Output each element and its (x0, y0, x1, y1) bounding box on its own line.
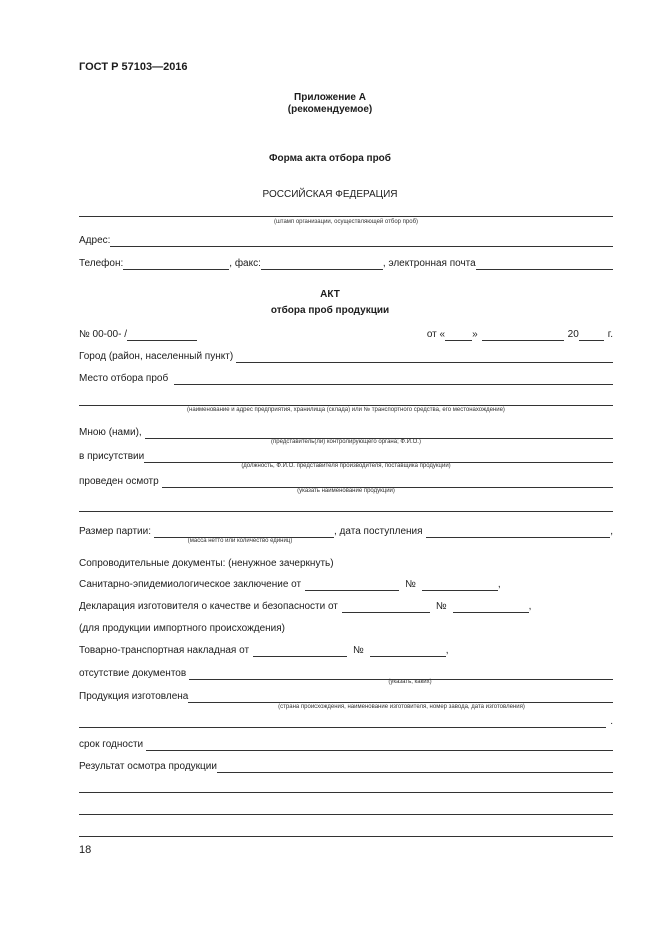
waybill-date-field[interactable] (253, 646, 347, 657)
lot-size-label: Размер партии: (79, 526, 151, 537)
inspection-result-field[interactable] (217, 762, 613, 773)
declaration-no-sign: № (435, 601, 447, 612)
inspection-result-line-3[interactable] (79, 814, 613, 815)
product-name-hint: (указать наименование продукции) (297, 488, 395, 494)
produced-field[interactable] (188, 692, 613, 703)
shelf-life-row (79, 739, 613, 751)
act-subtitle: отбора проб продукции (270, 305, 390, 316)
date-month-field[interactable] (482, 330, 564, 341)
sanitary-row (79, 579, 613, 591)
produced-label: Продукция изготовлена (79, 691, 189, 702)
email-field[interactable] (476, 259, 613, 270)
sanitary-no-sign: № (405, 579, 416, 590)
which-hint: (указать, каких) (388, 679, 432, 685)
date-from-label: от « (426, 329, 446, 340)
sanitary-number-field[interactable] (422, 580, 498, 591)
address-row (79, 235, 613, 247)
shelf-life-field[interactable] (146, 740, 613, 751)
act-number-field[interactable] (127, 330, 197, 341)
contacts-row (79, 258, 613, 270)
inspection-line-2[interactable] (79, 511, 613, 512)
page-number: 18 (79, 844, 92, 856)
fax-label: , факс: (229, 258, 261, 269)
sanitary-label: Санитарно-эпидемиологическое заключение от (79, 579, 302, 590)
place-line-2[interactable] (79, 405, 613, 406)
by-me-label: Мною (нами), (79, 427, 142, 438)
declaration-label: Декларация изготовителя о качестве и безопасности от (79, 601, 338, 612)
year-prefix: 20 (567, 329, 579, 340)
address-label: Адрес: (79, 235, 111, 246)
annex-status: (рекомендуемое) (287, 104, 373, 115)
waybill-no-sign: № (353, 645, 364, 656)
place-hint: (наименование и адрес предприятия, хранилища (склада) или № транспортного средства, его местонахождение) (187, 407, 505, 413)
lot-size-field[interactable] (154, 527, 334, 538)
address-field[interactable] (110, 236, 613, 247)
waybill-comma: , (445, 645, 449, 656)
representative-hint: (представитель(ли) контролирующего органа; Ф.И.О.) (271, 439, 421, 445)
inspection-result-line-2[interactable] (79, 792, 613, 793)
form-title: Форма акта отбора проб (269, 153, 391, 164)
waybill-label: Товарно-транспортная накладная от (79, 645, 250, 656)
presence-hint: (должность, Ф.И.О. представителя производителя, поставщика продукции) (241, 463, 451, 469)
city-label: Город (район, населенный пункт) (79, 351, 234, 362)
year-suffix: г. (607, 329, 613, 340)
act-number-label: № 00-00- / (79, 329, 127, 340)
inspection-result-line-4[interactable] (79, 836, 613, 837)
date-quote: » (472, 329, 478, 340)
phone-label: Телефон: (79, 258, 124, 269)
waybill-row (79, 645, 613, 657)
declaration-number-field[interactable] (453, 602, 529, 613)
waybill-number-field[interactable] (370, 646, 446, 657)
lot-size-row (79, 526, 613, 538)
presence-label: в присутствии (79, 451, 145, 462)
place-row (79, 373, 613, 385)
inspection-result-row (79, 761, 613, 773)
org-stamp-line[interactable] (79, 216, 613, 217)
sanitary-date-field[interactable] (305, 580, 399, 591)
fax-field[interactable] (261, 259, 383, 270)
date-day-field[interactable] (445, 330, 472, 341)
presence-field[interactable] (144, 452, 613, 463)
sanitary-comma: , (497, 579, 501, 590)
annex-title: Приложение А (294, 92, 366, 103)
representative-field[interactable] (145, 428, 613, 439)
produced-line-2-row (79, 716, 613, 728)
standard-header: ГОСТ Р 57103—2016 (79, 61, 188, 73)
origin-hint: (страна происхождения, наименование изготовителя, номер завода, дата изготовления) (278, 704, 525, 710)
inspection-field[interactable] (162, 477, 613, 488)
arrival-date-label: , дата поступления (334, 526, 423, 537)
org-stamp-hint: (штамп организации, осуществляющей отбор проб) (273, 219, 419, 225)
email-label: , электронная почта (382, 258, 476, 269)
city-field[interactable] (236, 352, 613, 363)
declaration-row (79, 601, 613, 613)
place-label: Место отбора проб (79, 373, 169, 384)
produced-period: . (610, 716, 613, 727)
declaration-date-field[interactable] (342, 602, 430, 613)
country-name: РОССИЙСКАЯ ФЕДЕРАЦИЯ (262, 189, 398, 200)
inspection-result-label: Результат осмотра продукции (79, 761, 217, 772)
import-products-label: (для продукции импортного происхождения) (79, 623, 286, 634)
inspection-label: проведен осмотр (79, 476, 159, 487)
act-title: АКТ (320, 289, 340, 300)
produced-row (79, 691, 613, 703)
phone-field[interactable] (123, 259, 229, 270)
no-documents-label: отсутствие документов (79, 668, 187, 679)
arrival-date-field[interactable] (426, 527, 611, 538)
city-row (79, 351, 613, 363)
place-field[interactable] (174, 374, 613, 385)
lot-mass-hint: (масса нетто или количество единиц) (187, 538, 293, 544)
arrival-period: , (610, 526, 613, 537)
shelf-life-label: срок годности (79, 739, 144, 750)
presence-row (79, 451, 613, 463)
produced-field-2[interactable] (79, 717, 606, 728)
act-number-date-row (79, 329, 613, 341)
by-me-row (79, 427, 613, 439)
date-year-field[interactable] (579, 330, 604, 341)
accompanying-docs-label: Сопроводительные документы: (ненужное зачеркнуть) (79, 558, 334, 569)
declaration-comma: , (528, 601, 532, 612)
inspection-row (79, 476, 613, 488)
